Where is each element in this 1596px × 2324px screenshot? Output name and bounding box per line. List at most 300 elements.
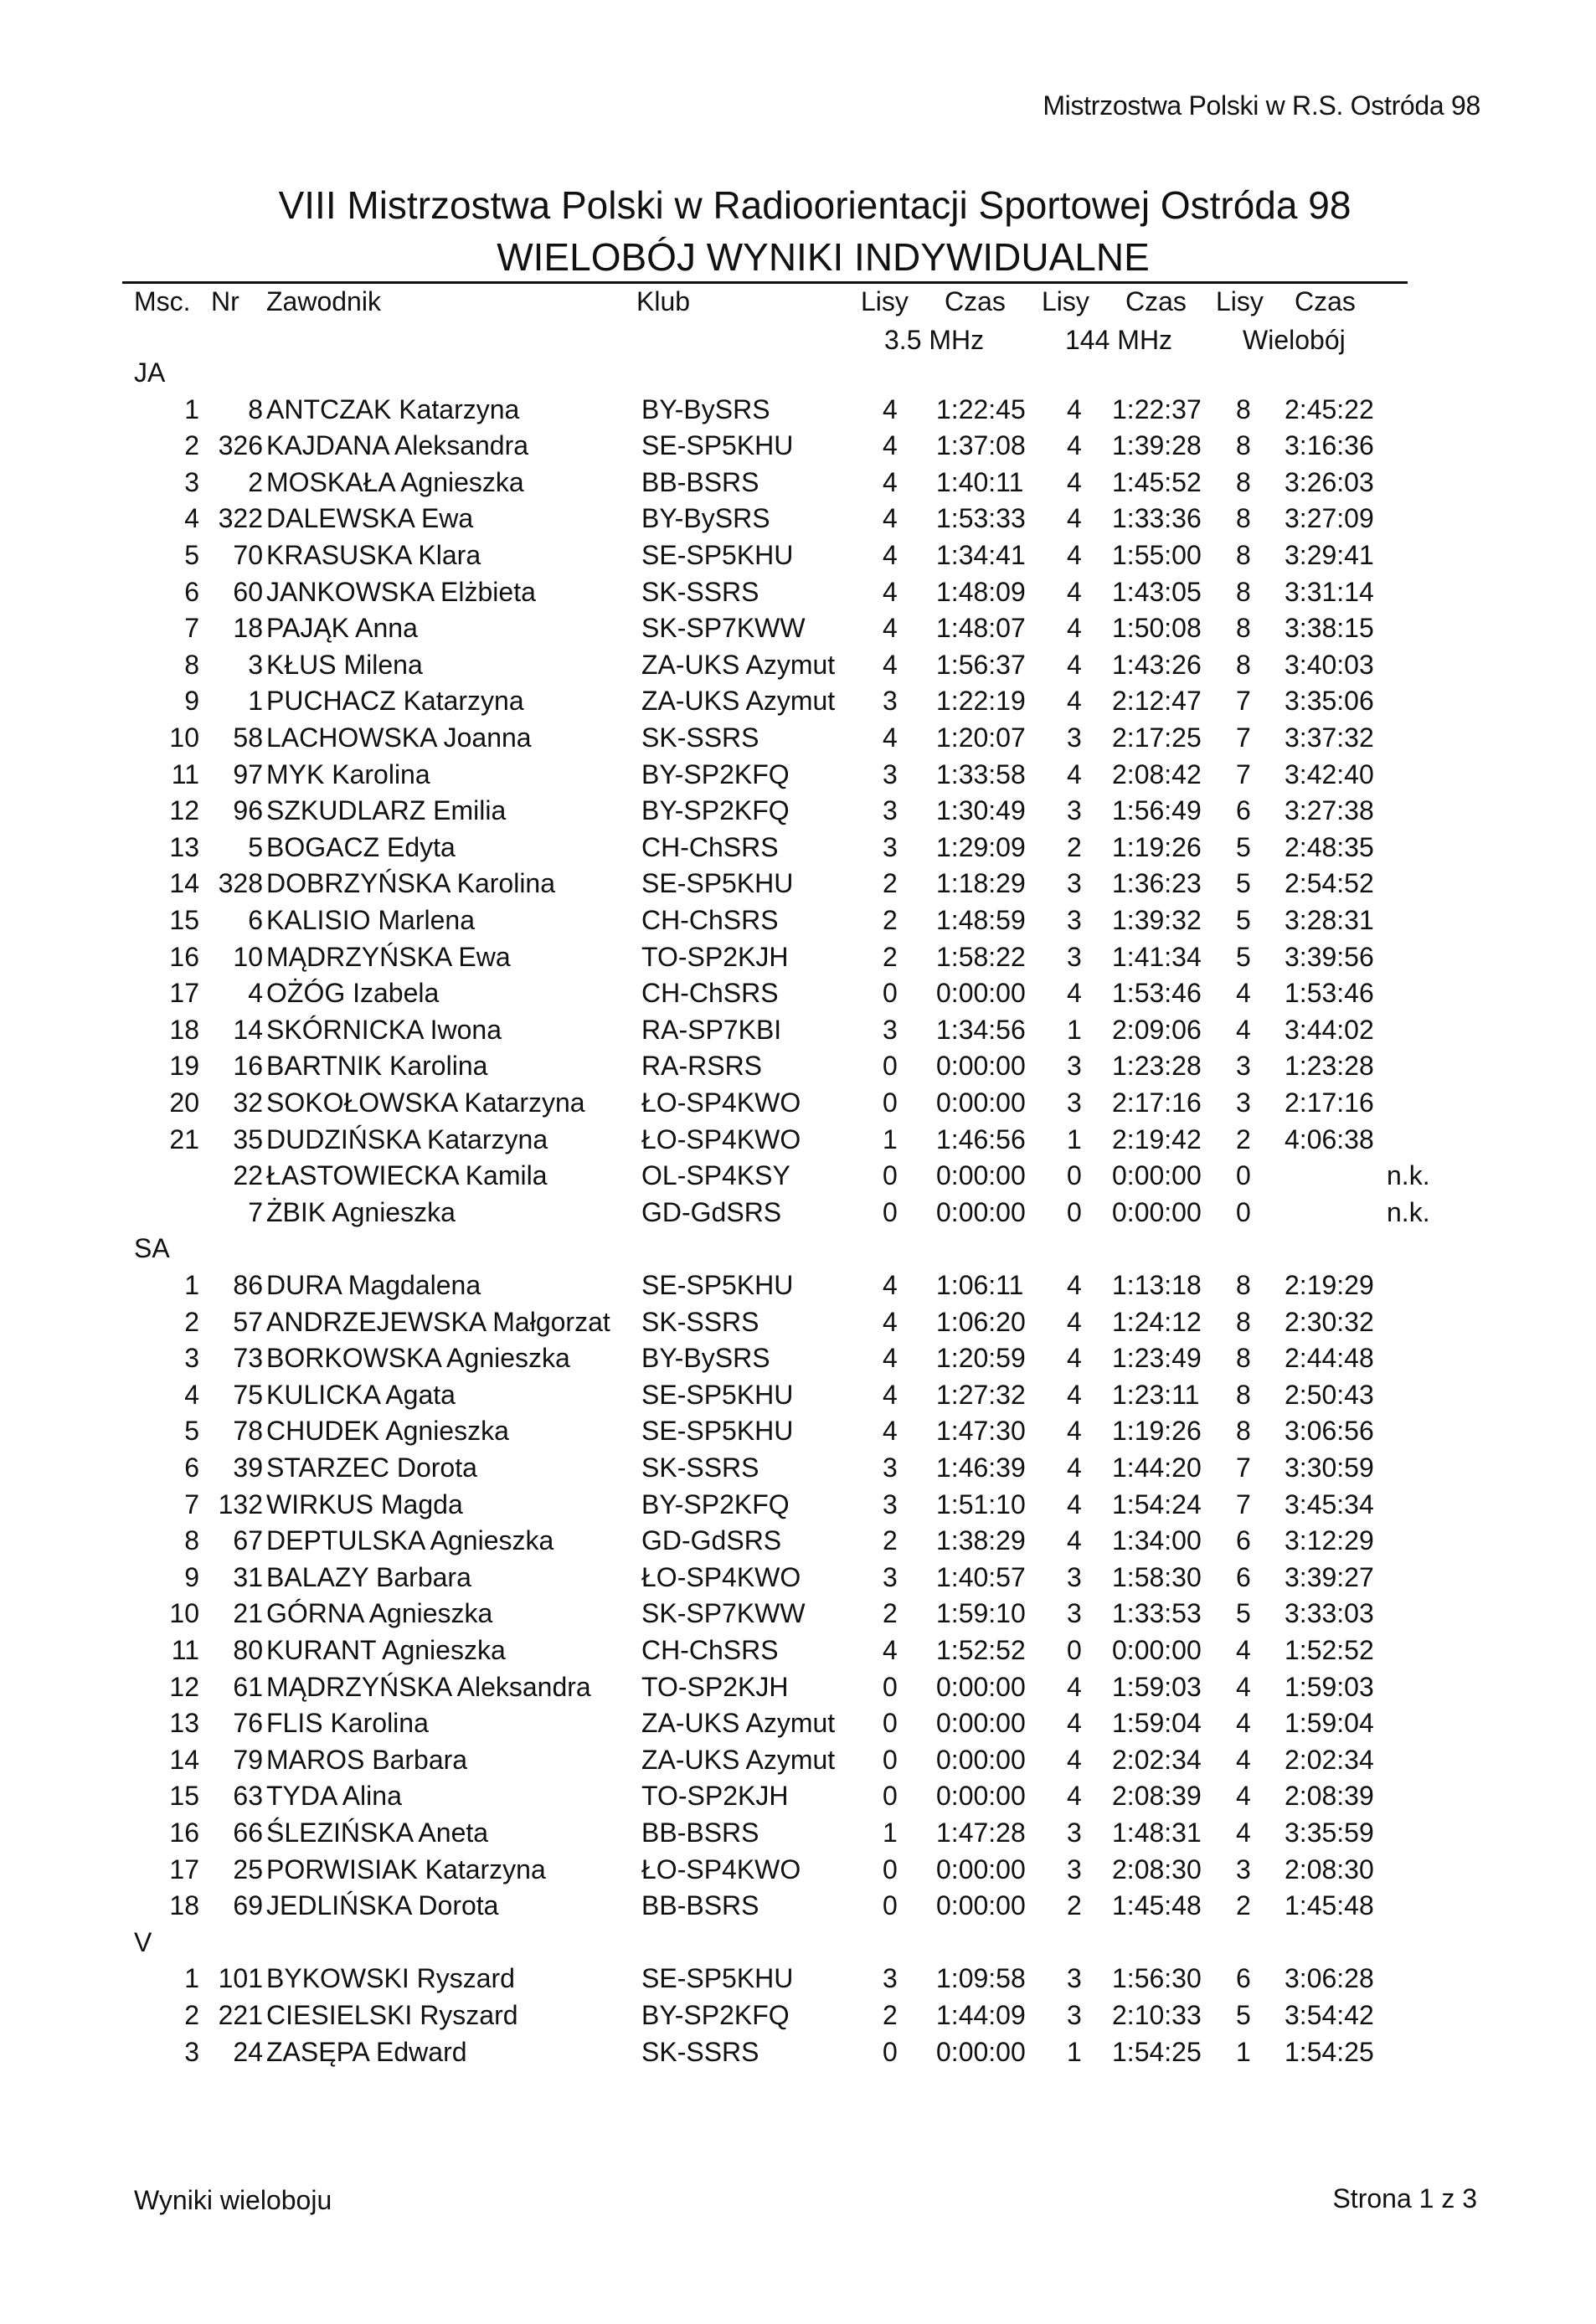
- cell-nr: 22: [233, 1160, 263, 1191]
- cell-lisy-144: 4: [1067, 1671, 1082, 1702]
- cell-lisy-35: 4: [883, 1343, 898, 1374]
- cell-zawodnik: DURA Magdalena: [266, 1270, 481, 1300]
- cell-czas-35: 1:51:10: [936, 1488, 1026, 1519]
- cell-czas-35: 1:27:32: [936, 1379, 1026, 1410]
- cell-czas-144: 2:10:33: [1112, 2000, 1202, 2030]
- cell-zawodnik: KURANT Agnieszka: [266, 1635, 506, 1665]
- cell-lisy-35: 3: [883, 831, 898, 862]
- cell-lisy-wielo: 5: [1236, 941, 1251, 972]
- cell-msc: 1: [184, 393, 199, 424]
- cell-lisy-35: 4: [883, 1306, 898, 1337]
- cell-lisy-144: 3: [1067, 1087, 1082, 1118]
- cell-note: n.k.: [1387, 1196, 1430, 1227]
- cell-msc: 16: [169, 941, 199, 972]
- cell-czas-35: 1:48:59: [936, 905, 1026, 935]
- cell-lisy-35: 0: [883, 1087, 898, 1118]
- cell-czas-35: 0:00:00: [936, 978, 1026, 1009]
- cell-lisy-144: 3: [1067, 1051, 1082, 1082]
- cell-msc: 16: [169, 1818, 199, 1848]
- cell-lisy-35: 3: [883, 1452, 898, 1483]
- cell-czas-144: 2:12:47: [1112, 686, 1202, 717]
- cell-czas-35: 1:46:56: [936, 1123, 1026, 1154]
- cell-czas-144: 1:45:52: [1112, 466, 1202, 497]
- cell-lisy-144: 3: [1067, 1963, 1082, 1994]
- cell-lisy-144: 3: [1067, 795, 1082, 826]
- cell-czas-35: 1:37:08: [936, 430, 1026, 461]
- cell-lisy-35: 1: [883, 1818, 898, 1848]
- cell-klub: SE-SP5KHU: [641, 540, 794, 570]
- cell-czas-wielo: 3:12:29: [1285, 1525, 1374, 1556]
- cell-czas-35: 1:22:45: [936, 393, 1026, 424]
- cell-klub: ZA-UKS Azymut: [641, 649, 836, 680]
- cell-zawodnik: BARTNIK Karolina: [266, 1051, 488, 1082]
- cell-zawodnik: JEDLIŃSKA Dorota: [266, 1890, 499, 1921]
- cell-czas-wielo: 3:45:34: [1285, 1488, 1374, 1519]
- cell-czas-wielo: 3:28:31: [1285, 905, 1374, 935]
- cell-nr: 4: [248, 978, 263, 1009]
- col-header-lisy-wielo: Lisy: [1216, 286, 1264, 316]
- cell-zawodnik: JANKOWSKA Elżbieta: [266, 576, 536, 607]
- cell-klub: ŁO-SP4KWO: [641, 1561, 801, 1592]
- cell-czas-35: 1:53:33: [936, 503, 1026, 534]
- cell-czas-144: 1:19:26: [1112, 831, 1202, 862]
- cell-czas-wielo: 2:50:43: [1285, 1379, 1374, 1410]
- cell-czas-35: 1:46:39: [936, 1452, 1026, 1483]
- cell-czas-wielo: 3:42:40: [1285, 758, 1374, 789]
- cell-czas-144: 1:19:26: [1112, 1416, 1202, 1447]
- cell-czas-144: 1:50:08: [1112, 613, 1202, 644]
- cell-czas-35: 1:38:29: [936, 1525, 1026, 1556]
- cell-nr: 86: [233, 1270, 263, 1300]
- cell-msc: 6: [184, 1452, 199, 1483]
- cell-zawodnik: GÓRNA Agnieszka: [266, 1598, 493, 1629]
- cell-czas-35: 1:29:09: [936, 831, 1026, 862]
- cell-czas-wielo: 2:17:16: [1285, 1087, 1374, 1118]
- cell-klub: ŁO-SP4KWO: [641, 1854, 801, 1884]
- cell-nr: 8: [248, 393, 263, 424]
- cell-czas-35: 0:00:00: [936, 1087, 1026, 1118]
- cell-lisy-wielo: 2: [1236, 1890, 1251, 1921]
- cell-klub: BB-BSRS: [641, 1818, 759, 1848]
- cell-note: n.k.: [1387, 1160, 1430, 1191]
- cell-lisy-wielo: 0: [1236, 1160, 1251, 1191]
- cell-lisy-144: 4: [1067, 1270, 1082, 1300]
- cell-nr: 101: [218, 1963, 263, 1994]
- cell-lisy-144: 3: [1067, 2000, 1082, 2030]
- cell-czas-35: 1:52:52: [936, 1635, 1026, 1665]
- cell-lisy-35: 2: [883, 1525, 898, 1556]
- cell-czas-144: 2:19:42: [1112, 1123, 1202, 1154]
- group-header: JA: [134, 357, 166, 388]
- cell-lisy-144: 4: [1067, 540, 1082, 570]
- cell-lisy-35: 3: [883, 686, 898, 717]
- cell-lisy-144: 3: [1067, 1818, 1082, 1848]
- cell-czas-144: 1:54:24: [1112, 1488, 1202, 1519]
- cell-czas-wielo: 2:30:32: [1285, 1306, 1374, 1337]
- cell-nr: 58: [233, 722, 263, 753]
- cell-klub: ZA-UKS Azymut: [641, 1708, 836, 1739]
- cell-lisy-144: 4: [1067, 1306, 1082, 1337]
- cell-zawodnik: FLIS Karolina: [266, 1708, 429, 1739]
- cell-zawodnik: SKÓRNICKA Iwona: [266, 1014, 502, 1045]
- cell-lisy-144: 3: [1067, 941, 1082, 972]
- cell-czas-35: 1:56:37: [936, 649, 1026, 680]
- cell-klub: SE-SP5KHU: [641, 1270, 794, 1300]
- cell-lisy-35: 4: [883, 393, 898, 424]
- cell-czas-wielo: 3:31:14: [1285, 576, 1374, 607]
- cell-nr: 78: [233, 1416, 263, 1447]
- cell-msc: 1: [184, 1963, 199, 1994]
- cell-lisy-144: 2: [1067, 1890, 1082, 1921]
- cell-lisy-wielo: 5: [1236, 2000, 1251, 2030]
- cell-czas-wielo: 2:54:52: [1285, 868, 1374, 899]
- cell-zawodnik: KALISIO Marlena: [266, 905, 475, 935]
- cell-czas-144: 0:00:00: [1112, 1196, 1202, 1227]
- cell-czas-144: 2:02:34: [1112, 1744, 1202, 1775]
- cell-nr: 75: [233, 1379, 263, 1410]
- cell-klub: SE-SP5KHU: [641, 430, 794, 461]
- cell-czas-wielo: 2:08:30: [1285, 1854, 1374, 1884]
- subheader-35mhz: 3.5 MHz: [884, 325, 985, 355]
- cell-lisy-144: 3: [1067, 1854, 1082, 1884]
- cell-lisy-144: 3: [1067, 868, 1082, 899]
- cell-msc: 18: [169, 1890, 199, 1921]
- cell-msc: 9: [184, 1561, 199, 1592]
- cell-czas-wielo: 4:06:38: [1285, 1123, 1374, 1154]
- cell-lisy-wielo: 8: [1236, 503, 1251, 534]
- cell-msc: 12: [169, 1671, 199, 1702]
- cell-msc: 5: [184, 540, 199, 570]
- cell-msc: 2: [184, 2000, 199, 2030]
- cell-lisy-wielo: 8: [1236, 1379, 1251, 1410]
- cell-czas-wielo: 3:54:42: [1285, 2000, 1374, 2030]
- cell-msc: 20: [169, 1087, 199, 1118]
- cell-lisy-35: 0: [883, 1854, 898, 1884]
- cell-czas-wielo: 2:08:39: [1285, 1781, 1374, 1812]
- cell-lisy-wielo: 4: [1236, 1635, 1251, 1665]
- cell-czas-wielo: 3:35:59: [1285, 1818, 1374, 1848]
- cell-klub: TO-SP2KJH: [641, 941, 789, 972]
- cell-zawodnik: DALEWSKA Ewa: [266, 503, 474, 534]
- cell-zawodnik: KAJDANA Aleksandra: [266, 430, 529, 461]
- cell-nr: 39: [233, 1452, 263, 1483]
- cell-lisy-144: 1: [1067, 1014, 1082, 1045]
- cell-czas-35: 1:06:11: [936, 1270, 1024, 1300]
- col-header-nr: Nr: [211, 286, 239, 316]
- cell-nr: 5: [248, 831, 263, 862]
- cell-czas-35: 1:48:07: [936, 613, 1026, 644]
- cell-czas-35: 1:47:30: [936, 1416, 1026, 1447]
- cell-zawodnik: DOBRZYŃSKA Karolina: [266, 868, 556, 899]
- cell-msc: 3: [184, 1343, 199, 1374]
- cell-czas-wielo: 1:52:52: [1285, 1635, 1374, 1665]
- cell-klub: SK-SP7KWW: [641, 613, 806, 644]
- cell-msc: 2: [184, 430, 199, 461]
- cell-zawodnik: KRASUSKA Klara: [266, 540, 481, 570]
- cell-lisy-wielo: 8: [1236, 1306, 1251, 1337]
- cell-klub: BB-BSRS: [641, 466, 759, 497]
- cell-nr: 24: [233, 2036, 263, 2067]
- cell-klub: RA-SP7KBI: [641, 1014, 782, 1045]
- cell-lisy-35: 4: [883, 576, 898, 607]
- cell-czas-wielo: 3:39:56: [1285, 941, 1374, 972]
- cell-czas-144: 1:54:25: [1112, 2036, 1202, 2067]
- cell-klub: CH-ChSRS: [641, 1635, 779, 1665]
- cell-zawodnik: BOGACZ Edyta: [266, 831, 456, 862]
- cell-czas-35: 1:34:41: [936, 540, 1026, 570]
- cell-msc: 7: [184, 613, 199, 644]
- cell-nr: 14: [233, 1014, 263, 1045]
- cell-zawodnik: CHUDEK Agnieszka: [266, 1416, 509, 1447]
- cell-czas-wielo: 1:53:46: [1285, 978, 1374, 1009]
- cell-zawodnik: SOKOŁOWSKA Katarzyna: [266, 1087, 585, 1118]
- cell-klub: TO-SP2KJH: [641, 1781, 789, 1812]
- cell-lisy-35: 4: [883, 430, 898, 461]
- cell-czas-144: 1:24:12: [1112, 1306, 1202, 1337]
- cell-lisy-144: 4: [1067, 503, 1082, 534]
- cell-msc: 18: [169, 1014, 199, 1045]
- cell-czas-35: 0:00:00: [936, 1051, 1026, 1082]
- cell-nr: 76: [233, 1708, 263, 1739]
- cell-lisy-35: 3: [883, 1488, 898, 1519]
- cell-nr: 3: [248, 649, 263, 680]
- cell-czas-35: 1:06:20: [936, 1306, 1026, 1337]
- cell-nr: 18: [233, 613, 263, 644]
- group-header: V: [134, 1926, 152, 1957]
- cell-lisy-wielo: 8: [1236, 393, 1251, 424]
- cell-zawodnik: MYK Karolina: [266, 758, 430, 789]
- cell-klub: BY-BySRS: [641, 1343, 770, 1374]
- cell-czas-144: 2:17:25: [1112, 722, 1202, 753]
- document-subtitle: WIELOBÓJ WYNIKI INDYWIDUALNE: [497, 235, 1150, 279]
- cell-msc: 5: [184, 1416, 199, 1447]
- cell-lisy-wielo: 4: [1236, 1014, 1251, 1045]
- cell-czas-35: 0:00:00: [936, 2036, 1026, 2067]
- cell-czas-wielo: 3:06:28: [1285, 1963, 1374, 1994]
- cell-czas-35: 1:58:22: [936, 941, 1026, 972]
- cell-msc: 8: [184, 649, 199, 680]
- cell-zawodnik: MOSKAŁA Agnieszka: [266, 466, 524, 497]
- cell-lisy-144: 1: [1067, 2036, 1082, 2067]
- cell-czas-144: 1:43:26: [1112, 649, 1202, 680]
- cell-czas-35: 1:22:19: [936, 686, 1026, 717]
- cell-zawodnik: PUCHACZ Katarzyna: [266, 686, 524, 717]
- cell-klub: ŁO-SP4KWO: [641, 1087, 801, 1118]
- cell-czas-144: 1:44:20: [1112, 1452, 1202, 1483]
- cell-zawodnik: BORKOWSKA Agnieszka: [266, 1343, 570, 1374]
- cell-lisy-35: 2: [883, 868, 898, 899]
- cell-czas-35: 1:59:10: [936, 1598, 1026, 1629]
- col-header-czas-144: Czas: [1125, 286, 1187, 316]
- cell-zawodnik: DUDZIŃSKA Katarzyna: [266, 1123, 548, 1154]
- cell-czas-35: 0:00:00: [936, 1160, 1026, 1191]
- cell-czas-144: 1:34:00: [1112, 1525, 1202, 1556]
- cell-lisy-35: 2: [883, 941, 898, 972]
- cell-czas-144: 1:39:32: [1112, 905, 1202, 935]
- cell-msc: 4: [184, 1379, 199, 1410]
- cell-nr: 73: [233, 1343, 263, 1374]
- cell-czas-35: 1:33:58: [936, 758, 1026, 789]
- cell-czas-wielo: 3:27:38: [1285, 795, 1374, 826]
- cell-klub: BY-SP2KFQ: [641, 2000, 790, 2030]
- cell-msc: 14: [169, 868, 199, 899]
- cell-czas-144: 0:00:00: [1112, 1160, 1202, 1191]
- cell-lisy-144: 4: [1067, 649, 1082, 680]
- cell-klub: BY-BySRS: [641, 393, 770, 424]
- cell-czas-144: 1:23:49: [1112, 1343, 1202, 1374]
- cell-zawodnik: ŻBIK Agnieszka: [266, 1196, 456, 1227]
- cell-klub: TO-SP2KJH: [641, 1671, 789, 1702]
- cell-lisy-35: 3: [883, 1014, 898, 1045]
- cell-lisy-35: 4: [883, 1635, 898, 1665]
- cell-nr: 80: [233, 1635, 263, 1665]
- cell-czas-wielo: 3:33:03: [1285, 1598, 1374, 1629]
- cell-klub: SK-SSRS: [641, 722, 759, 753]
- cell-lisy-144: 1: [1067, 1123, 1082, 1154]
- cell-zawodnik: CIESIELSKI Ryszard: [266, 2000, 518, 2030]
- cell-czas-144: 1:56:30: [1112, 1963, 1202, 1994]
- cell-msc: 2: [184, 1306, 199, 1337]
- cell-lisy-144: 3: [1067, 905, 1082, 935]
- cell-czas-35: 1:18:29: [936, 868, 1026, 899]
- cell-czas-144: 1:59:03: [1112, 1671, 1202, 1702]
- cell-lisy-wielo: 6: [1236, 1963, 1251, 1994]
- cell-nr: 6: [248, 905, 263, 935]
- cell-czas-144: 1:55:00: [1112, 540, 1202, 570]
- cell-zawodnik: MAROS Barbara: [266, 1744, 468, 1775]
- cell-nr: 322: [218, 503, 263, 534]
- cell-lisy-35: 4: [883, 1379, 898, 1410]
- cell-czas-35: 1:44:09: [936, 2000, 1026, 2030]
- cell-zawodnik: DEPTULSKA Agnieszka: [266, 1525, 554, 1556]
- cell-lisy-144: 3: [1067, 722, 1082, 753]
- cell-klub: SE-SP5KHU: [641, 1379, 794, 1410]
- cell-czas-144: 1:59:04: [1112, 1708, 1202, 1739]
- cell-msc: 21: [169, 1123, 199, 1154]
- cell-zawodnik: TYDA Alina: [266, 1781, 402, 1812]
- cell-lisy-35: 4: [883, 613, 898, 644]
- cell-zawodnik: PORWISIAK Katarzyna: [266, 1854, 546, 1884]
- cell-lisy-35: 4: [883, 722, 898, 753]
- cell-lisy-35: 4: [883, 1270, 898, 1300]
- cell-nr: 60: [233, 576, 263, 607]
- cell-lisy-35: 0: [883, 1051, 898, 1082]
- cell-zawodnik: STARZEC Dorota: [266, 1452, 477, 1483]
- cell-lisy-35: 3: [883, 1963, 898, 1994]
- cell-czas-144: 1:13:18: [1112, 1270, 1202, 1300]
- cell-czas-144: 0:00:00: [1112, 1635, 1202, 1665]
- cell-nr: 31: [233, 1561, 263, 1592]
- cell-czas-35: 1:40:57: [936, 1561, 1026, 1592]
- cell-lisy-144: 4: [1067, 1488, 1082, 1519]
- cell-lisy-144: 4: [1067, 576, 1082, 607]
- cell-lisy-35: 4: [883, 540, 898, 570]
- cell-czas-35: 1:09:58: [936, 1963, 1026, 1994]
- cell-msc: 17: [169, 1854, 199, 1884]
- cell-zawodnik: BYKOWSKI Ryszard: [266, 1963, 515, 1994]
- cell-czas-wielo: 2:45:22: [1285, 393, 1374, 424]
- cell-czas-wielo: 3:44:02: [1285, 1014, 1374, 1045]
- cell-czas-35: 0:00:00: [936, 1671, 1026, 1702]
- cell-klub: SK-SP7KWW: [641, 1598, 806, 1629]
- cell-czas-144: 1:39:28: [1112, 430, 1202, 461]
- cell-zawodnik: SZKUDLARZ Emilia: [266, 795, 507, 826]
- cell-lisy-35: 4: [883, 503, 898, 534]
- cell-czas-144: 1:43:05: [1112, 576, 1202, 607]
- col-header-zawodnik: Zawodnik: [266, 286, 381, 316]
- cell-lisy-35: 3: [883, 1561, 898, 1592]
- cell-msc: 13: [169, 831, 199, 862]
- subheader-144mhz: 144 MHz: [1065, 325, 1173, 355]
- cell-klub: OL-SP4KSY: [641, 1160, 790, 1191]
- cell-czas-144: 2:17:16: [1112, 1087, 1202, 1118]
- cell-czas-144: 1:56:49: [1112, 795, 1202, 826]
- cell-czas-wielo: 2:44:48: [1285, 1343, 1374, 1374]
- cell-msc: 11: [171, 1635, 199, 1665]
- cell-czas-144: 1:33:36: [1112, 503, 1202, 534]
- cell-czas-144: 1:22:37: [1112, 393, 1202, 424]
- cell-msc: 15: [169, 905, 199, 935]
- cell-msc: 1: [184, 1270, 199, 1300]
- cell-nr: 7: [248, 1196, 263, 1227]
- cell-lisy-wielo: 5: [1236, 1598, 1251, 1629]
- cell-lisy-wielo: 4: [1236, 1671, 1251, 1702]
- cell-czas-wielo: 1:59:04: [1285, 1708, 1374, 1739]
- cell-lisy-35: 3: [883, 758, 898, 789]
- cell-czas-35: 1:47:28: [936, 1818, 1026, 1848]
- cell-zawodnik: BALAZY Barbara: [266, 1561, 471, 1592]
- cell-lisy-wielo: 7: [1236, 722, 1251, 753]
- cell-nr: 1: [248, 686, 263, 717]
- cell-nr: 66: [233, 1818, 263, 1848]
- cell-klub: GD-GdSRS: [641, 1196, 782, 1227]
- cell-nr: 16: [233, 1051, 263, 1082]
- col-header-lisy-144: Lisy: [1042, 286, 1089, 316]
- cell-lisy-wielo: 4: [1236, 1818, 1251, 1848]
- cell-lisy-144: 4: [1067, 758, 1082, 789]
- cell-nr: 328: [218, 868, 263, 899]
- cell-czas-wielo: 3:27:09: [1285, 503, 1374, 534]
- cell-zawodnik: KŁUS Milena: [266, 649, 423, 680]
- cell-msc: 9: [184, 686, 199, 717]
- cell-czas-wielo: 3:35:06: [1285, 686, 1374, 717]
- cell-lisy-35: 0: [883, 1781, 898, 1812]
- cell-nr: 69: [233, 1890, 263, 1921]
- cell-lisy-35: 0: [883, 1671, 898, 1702]
- cell-czas-wielo: 1:59:03: [1285, 1671, 1374, 1702]
- cell-msc: 10: [169, 722, 199, 753]
- cell-klub: ZA-UKS Azymut: [641, 1744, 836, 1775]
- cell-msc: 14: [169, 1744, 199, 1775]
- cell-klub: CH-ChSRS: [641, 831, 779, 862]
- cell-klub: ŁO-SP4KWO: [641, 1123, 801, 1154]
- cell-czas-35: 0:00:00: [936, 1854, 1026, 1884]
- cell-lisy-35: 2: [883, 905, 898, 935]
- cell-lisy-35: 4: [883, 1416, 898, 1447]
- cell-lisy-35: 4: [883, 649, 898, 680]
- cell-klub: CH-ChSRS: [641, 978, 779, 1009]
- cell-lisy-wielo: 3: [1236, 1854, 1251, 1884]
- cell-lisy-wielo: 5: [1236, 905, 1251, 935]
- cell-nr: 35: [233, 1123, 263, 1154]
- cell-lisy-144: 4: [1067, 393, 1082, 424]
- cell-czas-35: 1:40:11: [936, 466, 1024, 497]
- cell-zawodnik: PAJĄK Anna: [266, 613, 418, 644]
- cell-lisy-wielo: 7: [1236, 686, 1251, 717]
- cell-klub: ZA-UKS Azymut: [641, 686, 836, 717]
- cell-czas-35: 0:00:00: [936, 1890, 1026, 1921]
- cell-klub: GD-GdSRS: [641, 1525, 782, 1556]
